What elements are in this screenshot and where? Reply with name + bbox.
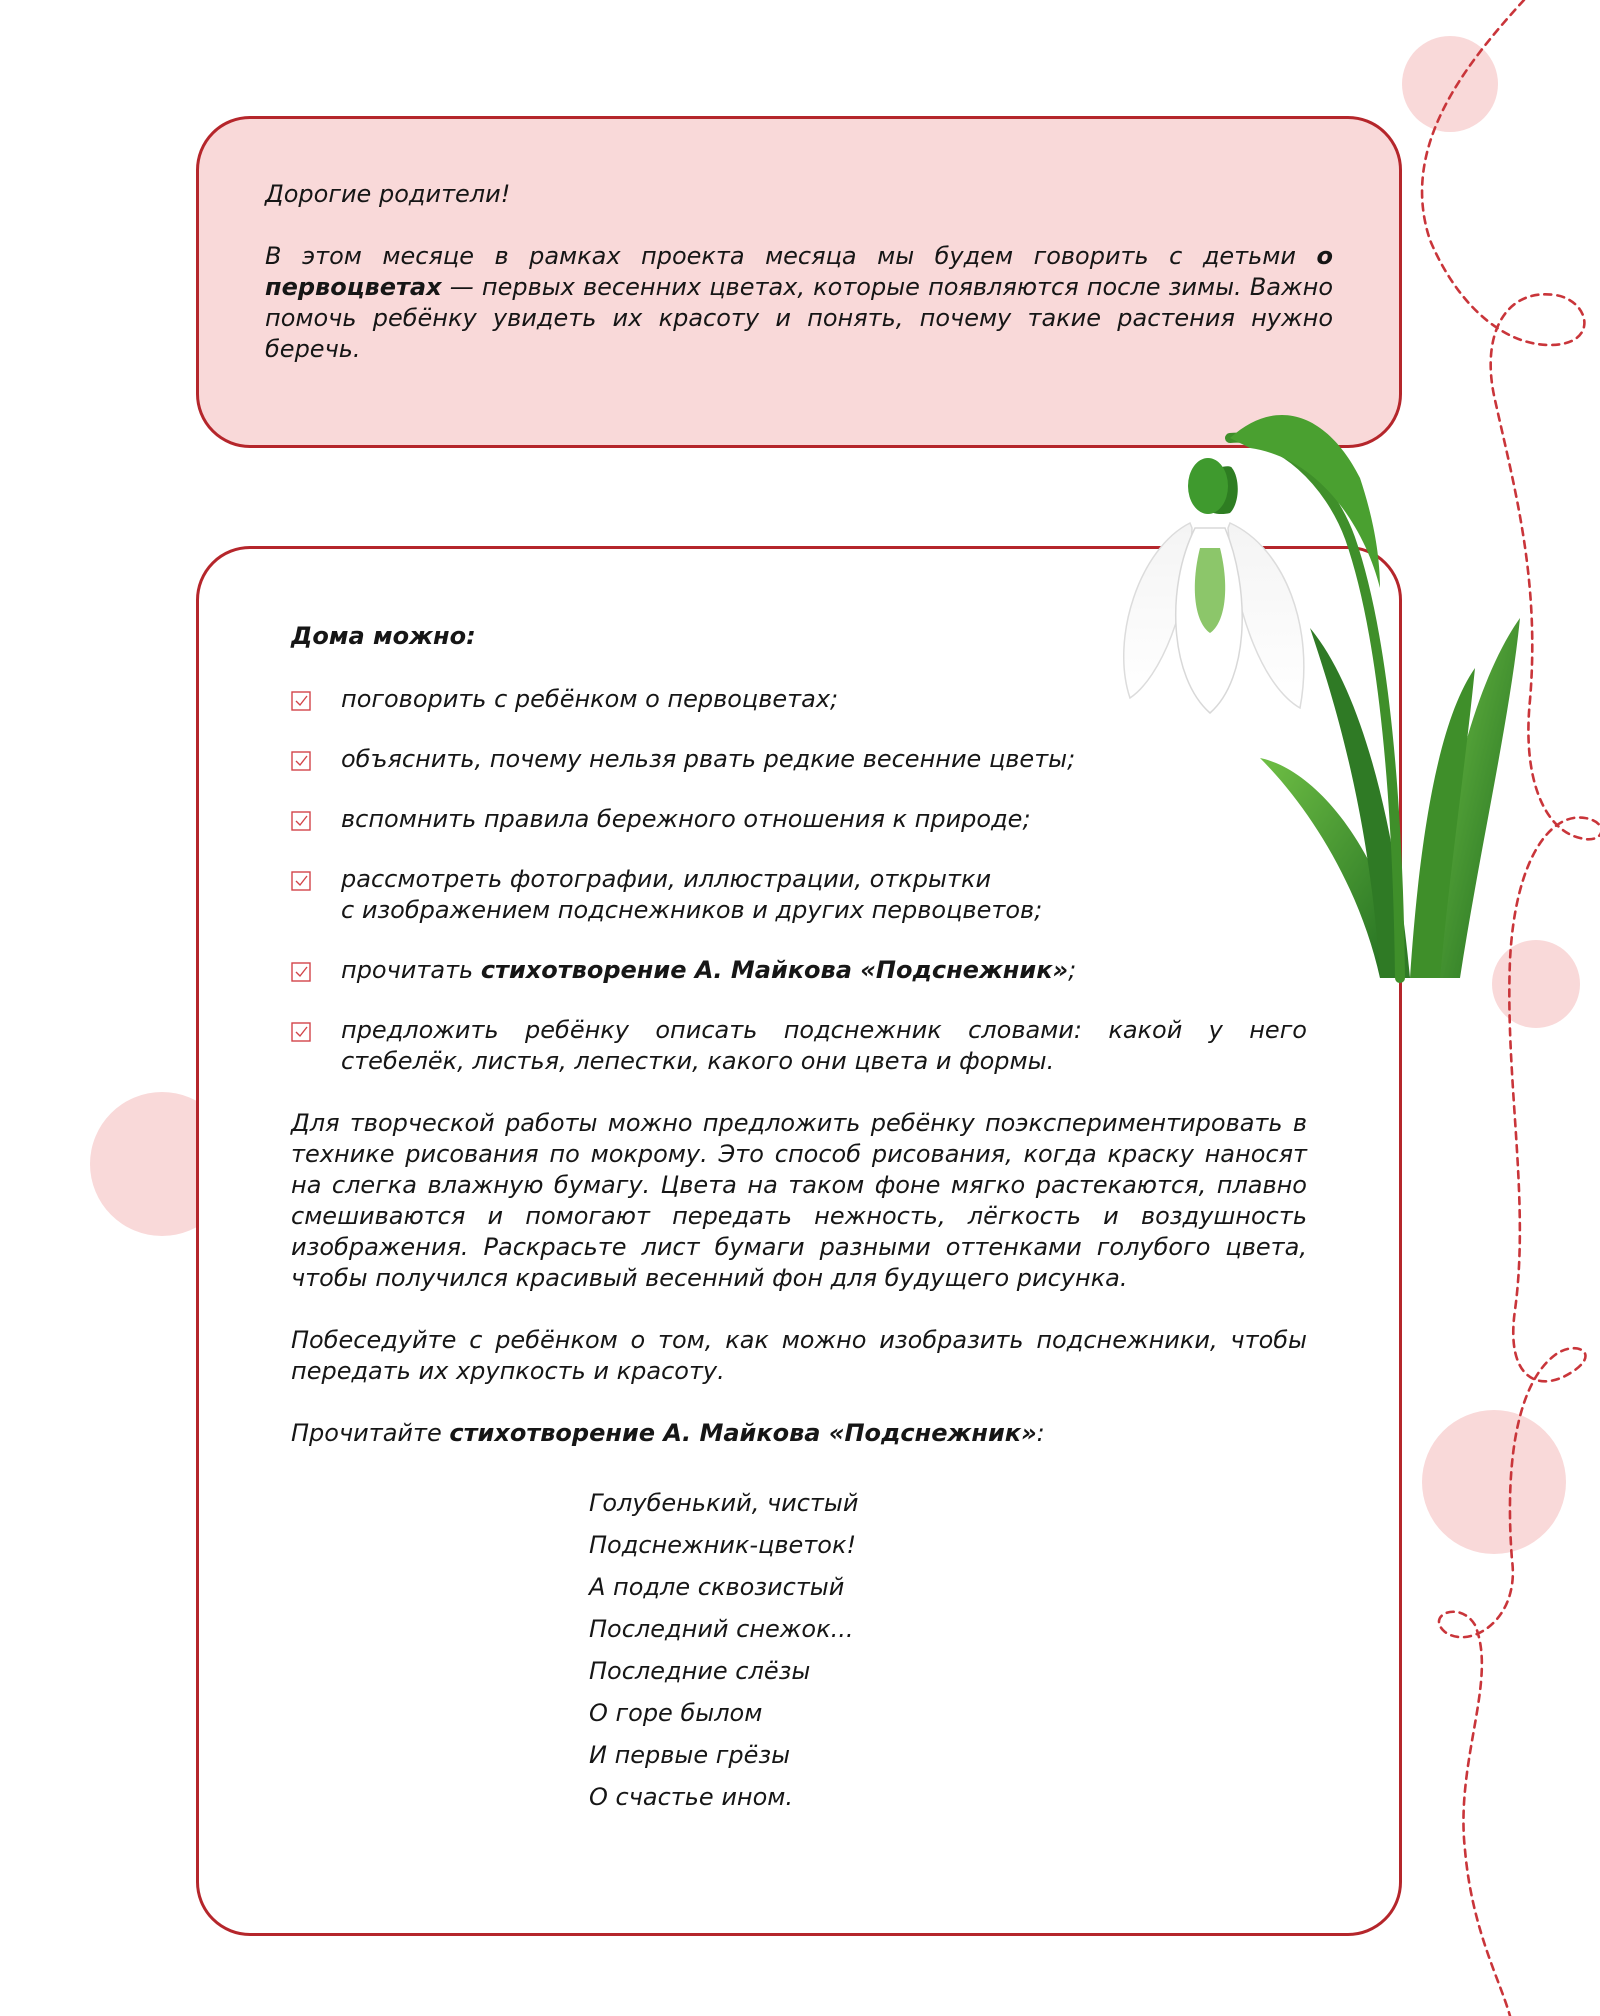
read-prompt-start: Прочитайте: [291, 1419, 450, 1447]
checkbox-icon: [291, 751, 311, 771]
checkbox-icon: [291, 962, 311, 982]
flower-cap: [1188, 458, 1228, 514]
poem: [589, 1482, 1307, 1818]
home-title: Дома можно:: [291, 622, 476, 650]
intro-text-start: В этом месяце в рамках проекта месяца мы будем говорить с детьми: [265, 242, 1317, 270]
poem-line: Голубенький, чистый: [589, 1489, 859, 1517]
checkbox-icon: [291, 691, 311, 711]
deco-circle: [1422, 1410, 1566, 1554]
poem-line: И первые грёзы: [589, 1741, 791, 1769]
task-text: вспомнить правила бережного отношения к природе;: [341, 805, 1031, 833]
task-text-end: ;: [1068, 956, 1077, 984]
task-item: [291, 1015, 1307, 1077]
snowdrop-illustration: [1080, 388, 1540, 994]
checkbox-icon: [291, 1022, 311, 1042]
deco-circle: [1402, 36, 1498, 132]
task-text: объяснить, почему нельзя рвать редкие весенние цветы;: [341, 745, 1076, 773]
creative-paragraph: Для творческой работы можно предложить ребёнку поэкспериментировать в технике рисования по мокрому. Это способ рисования, когда краску наносят на слегка влажную бумагу. Цвета на таком фоне мягко растекаются, плавно смешиваются и помогают передать нежность, лёгкость и воздушность изображения. Раскрасьте лист бумаги разными оттенками голубого цвета, чтобы получился красивый весенний фон для будущего рисунка.: [291, 1109, 1307, 1292]
task-text-line: с изображением подснежников и других первоцветов;: [341, 896, 1043, 924]
task-text: предложить ребёнку описать подснежник словами: какой у него стебелёк, листья, лепестки, какого они цвета и формы.: [341, 1016, 1307, 1075]
read-poem-prompt: [291, 1418, 1307, 1449]
checkbox-icon: [291, 811, 311, 831]
intro-bold-topic: о первоцветах: [265, 242, 1333, 301]
poem-line: О горе былом: [589, 1699, 763, 1727]
task-text-line: рассмотреть фотографии, иллюстрации, открытки: [341, 865, 992, 893]
discussion-paragraph: Побеседуйте с ребёнком о том, как можно изобразить подснежники, чтобы передать их хрупкость и красоту.: [291, 1326, 1307, 1385]
poem-reference: стихотворение А. Майкова «Подснежник»: [480, 956, 1069, 984]
intro-text-end: — первых весенних цветах, которые появляются после зимы. Важно помочь ребёнку увидеть их красоту и понять, почему такие растения нужно беречь.: [265, 273, 1333, 363]
poem-line: А подле сквозистый: [589, 1573, 845, 1601]
read-prompt-end: :: [1036, 1419, 1045, 1447]
task-text: поговорить с ребёнком о первоцветах;: [341, 685, 839, 713]
greeting: Дорогие родители!: [265, 180, 511, 208]
poem-line: Последний снежок...: [589, 1615, 854, 1643]
poem-reference: стихотворение А. Майкова «Подснежник»: [449, 1419, 1037, 1447]
poem-line: О счастье ином.: [589, 1783, 794, 1811]
poem-line: Подснежник-цветок!: [589, 1531, 857, 1559]
poem-line: Последние слёзы: [589, 1657, 811, 1685]
task-text: прочитать: [341, 956, 481, 984]
checkbox-icon: [291, 871, 311, 891]
intro-paragraph: [265, 241, 1333, 365]
dashed-thread: [1422, 0, 1600, 2016]
